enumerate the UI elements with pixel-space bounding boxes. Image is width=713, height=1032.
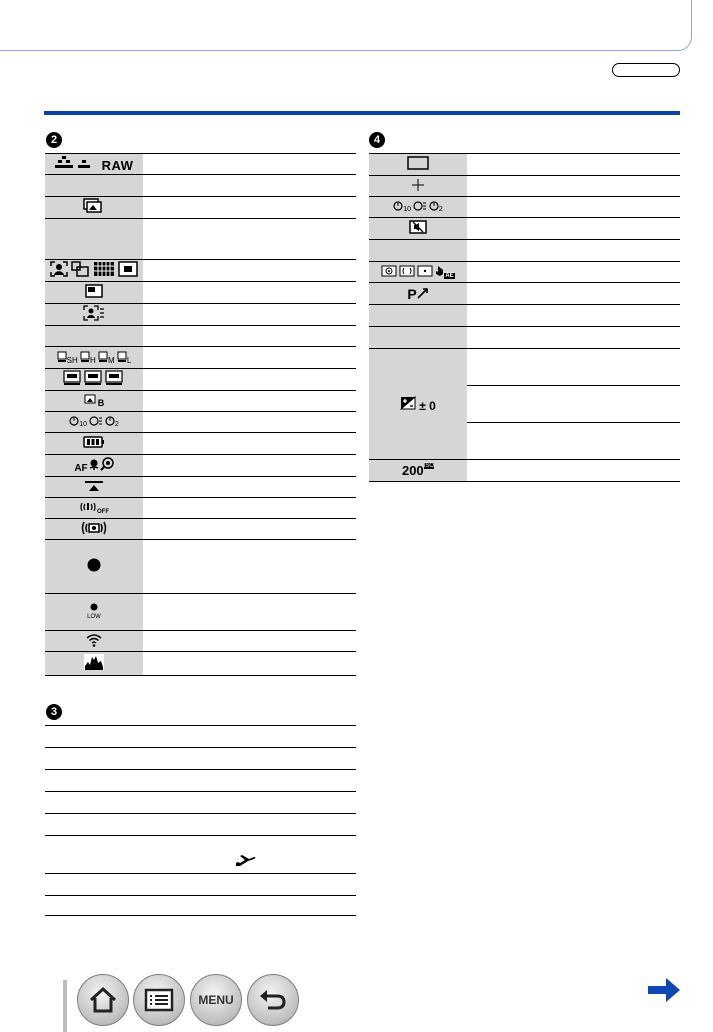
tracking-icon [71,261,89,277]
af-macro-label: AF [74,463,88,474]
iso-value: 200 [401,463,424,478]
chapter-tab [612,63,680,77]
home-button[interactable] [77,974,129,1026]
airplane-icon [235,854,257,868]
back-button[interactable] [247,974,299,1026]
face-detect-icon [83,305,105,321]
section-3-title: 3 [46,702,62,720]
program-shift-arrow-icon [417,287,429,299]
zoom-macro-icon [100,457,114,471]
section-4-title: 4 [369,130,385,148]
quality-icon [55,156,99,170]
next-page-button[interactable] [646,976,682,1009]
section-4-table: 10 2 AE P ± 0 $200^{ISO}$ [369,153,680,482]
page-header-frame [0,0,692,51]
self-timer-icon [69,416,79,426]
silent-icon [409,220,427,234]
section-2-table: RAW SH H M L B 10 2 AF OFF LOW [45,153,356,676]
quality-raw-cell: RAW [45,154,143,175]
empty-icon-cell [45,175,143,197]
hdr-icon [83,198,105,214]
iso-label: ISO [423,463,435,469]
macro-flower-icon [88,459,100,471]
shake-icon [81,520,107,536]
metering-spot-icon [417,265,433,277]
pip-icon [85,284,103,298]
back-icon [258,988,288,1012]
menu-button[interactable]: MENU [190,974,242,1026]
exposure-comp-icon [400,396,416,410]
single-area-icon [118,261,138,277]
bracket-icon [84,394,98,406]
section-3-table [45,725,356,916]
section-2-title: 2 [46,130,62,148]
spot-icon [411,178,425,192]
level-icon [84,480,104,492]
burst-icon [57,351,67,363]
metering-multi-icon [381,265,397,277]
next-arrow-icon [646,976,682,1004]
battery-icon [83,436,105,448]
record-low-icon [90,603,98,611]
contents-button[interactable] [133,974,185,1026]
header-rule [44,111,680,115]
stabilizer-off-icon [79,501,97,513]
metering-center-icon [399,265,415,277]
wifi-icon [86,633,102,647]
photo-4k-icon [63,370,125,386]
record-dot-icon [87,558,101,572]
af-frame-icon [407,156,429,170]
self-timer-icon-2 [393,201,403,211]
multi-area-icon [93,261,115,277]
metering-ae-icon [434,265,444,277]
face-af-icon [50,261,68,277]
nav-divider [63,980,67,1032]
contents-icon [144,988,174,1012]
home-icon [88,986,118,1014]
histogram-icon [84,654,104,670]
program-shift-label: P [407,285,417,302]
